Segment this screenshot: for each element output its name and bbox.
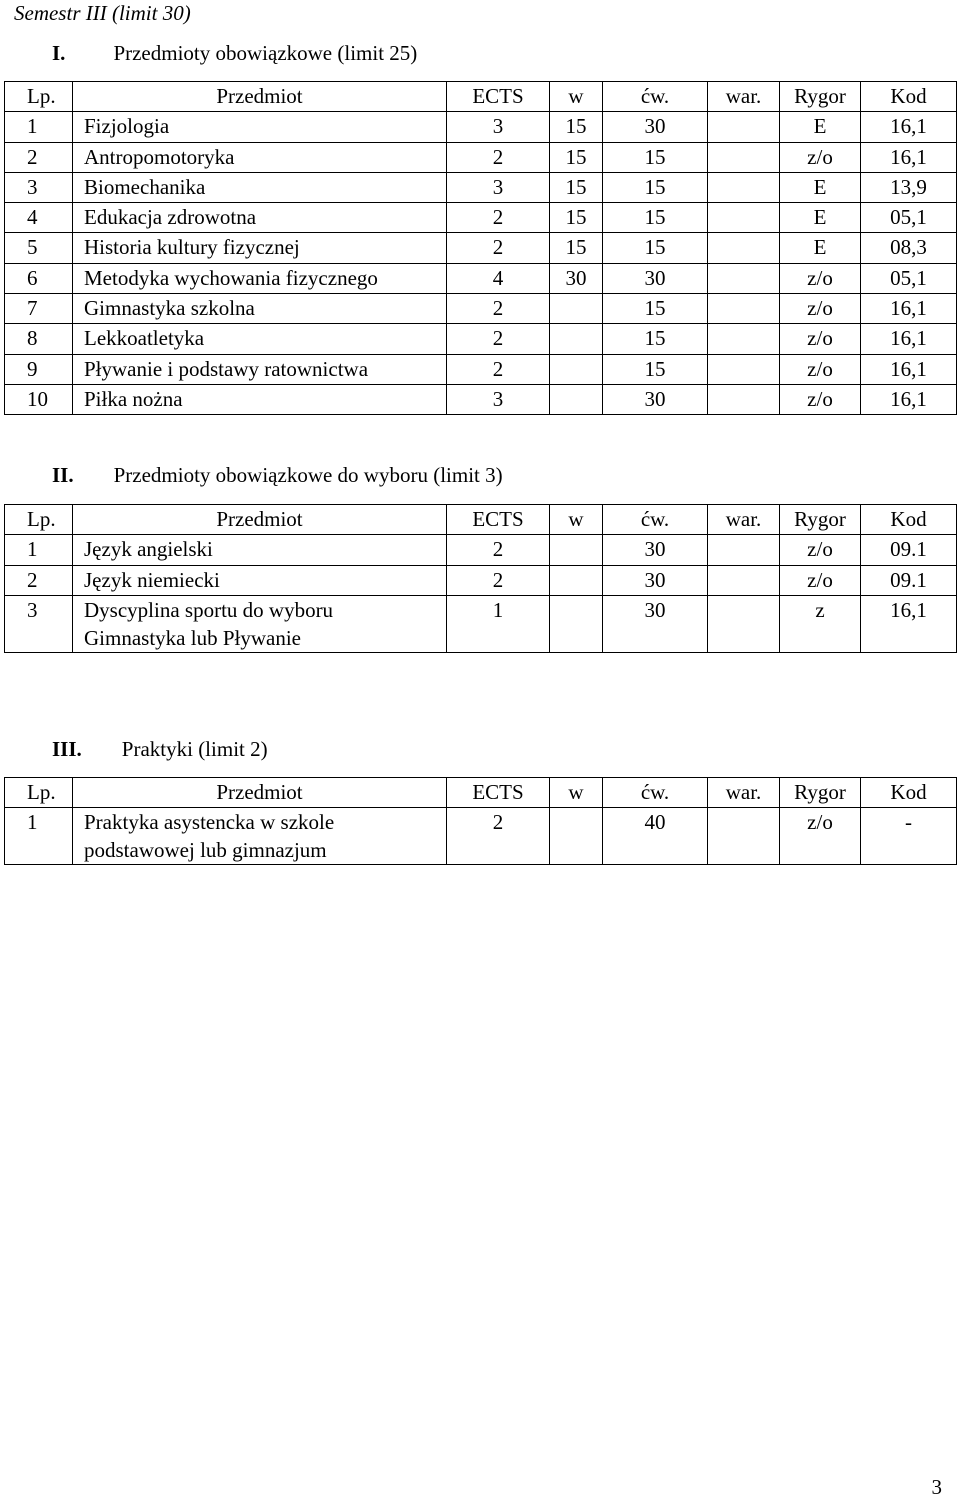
cell-kod: 16,1 [861,384,957,414]
cell-cw: 15 [603,324,708,354]
cell-lp: 10 [5,384,73,414]
cell-ects: 2 [447,294,550,324]
column-header-lp: Lp. [5,505,73,535]
cell-cw: 15 [603,142,708,172]
column-header-lp: Lp. [5,778,73,808]
cell-subject: Edukacja zdrowotna [73,203,447,233]
cell-cw: 15 [603,233,708,263]
cell-cw: 30 [603,565,708,595]
section-number: I. [52,41,66,65]
cell-ects: 4 [447,263,550,293]
cell-ects: 2 [447,142,550,172]
cell-w: 15 [550,172,603,202]
table-row [5,595,957,652]
cell-kod: - [861,808,957,865]
cell-war [708,142,780,172]
cell-war [708,808,780,865]
cell-subject: Gimnastyka szkolna [73,294,447,324]
table-row [5,203,957,233]
section-title: Przedmioty obowiązkowe do wyboru (limit 3) [113,463,503,487]
cell-lp: 3 [5,172,73,202]
cell-lp: 2 [5,565,73,595]
column-header-cw: ćw. [603,505,708,535]
cell-rygor: E [780,203,861,233]
table-row [5,565,957,595]
cell-rygor: z [780,595,861,652]
cell-rygor: z/o [780,263,861,293]
cell-war [708,203,780,233]
cell-war [708,595,780,652]
column-header-cw: ćw. [603,778,708,808]
column-header-subject: Przedmiot [73,505,447,535]
semester-title: Semestr III (limit 30) [14,1,191,25]
column-header-ects: ECTS [447,505,550,535]
cell-cw: 15 [603,172,708,202]
table-row [5,324,957,354]
cell-kod: 16,1 [861,324,957,354]
column-header-kod: Kod [861,82,957,112]
cell-rygor: z/o [780,535,861,565]
column-header-cw: ćw. [603,82,708,112]
column-header-rygor: Rygor [780,505,861,535]
cell-ects: 2 [447,203,550,233]
cell-w [550,535,603,565]
cell-w [550,324,603,354]
column-header-lp: Lp. [5,82,73,112]
cell-kod: 05,1 [861,263,957,293]
cell-ects: 2 [447,324,550,354]
cell-w: 15 [550,142,603,172]
section-heading-1 [52,40,417,66]
cell-rygor: E [780,112,861,142]
cell-subject: Antropomotoryka [73,142,447,172]
cell-ects: 2 [447,535,550,565]
cell-cw: 30 [603,263,708,293]
cell-w: 15 [550,112,603,142]
cell-lp: 1 [5,808,73,865]
cell-subject: Praktyka asystencka w szkole podstawowej lub gimnazjum [73,808,447,865]
column-header-ects: ECTS [447,778,550,808]
cell-rygor: z/o [780,142,861,172]
cell-cw: 40 [603,808,708,865]
column-header-w: w [550,505,603,535]
cell-rygor: E [780,233,861,263]
cell-kod: 08,3 [861,233,957,263]
cell-rygor: E [780,172,861,202]
cell-cw: 30 [603,384,708,414]
cell-kod: 16,1 [861,142,957,172]
cell-war [708,233,780,263]
column-header-rygor: Rygor [780,778,861,808]
section-heading-3 [52,736,268,762]
cell-kod: 05,1 [861,203,957,233]
cell-rygor: z/o [780,808,861,865]
table-row [5,808,957,865]
cell-lp: 4 [5,203,73,233]
cell-rygor: z/o [780,384,861,414]
cell-w: 15 [550,233,603,263]
table-row [5,354,957,384]
cell-subject: Pływanie i podstawy ratownictwa [73,354,447,384]
column-header-war: war. [708,82,780,112]
table-compulsory-subjects [4,81,957,415]
cell-w: 30 [550,263,603,293]
cell-kod: 09.1 [861,565,957,595]
section-number: III. [52,737,82,761]
cell-rygor: z/o [780,354,861,384]
table-row [5,112,957,142]
cell-subject: Język angielski [73,535,447,565]
cell-kod: 13,9 [861,172,957,202]
cell-lp: 8 [5,324,73,354]
cell-lp: 9 [5,354,73,384]
cell-war [708,172,780,202]
cell-subject: Historia kultury fizycznej [73,233,447,263]
section-number: II. [52,463,74,487]
table-row [5,535,957,565]
cell-subject: Fizjologia [73,112,447,142]
cell-ects: 3 [447,112,550,142]
cell-cw: 15 [603,203,708,233]
table-row [5,142,957,172]
cell-ects: 2 [447,808,550,865]
cell-war [708,565,780,595]
table-header-row [5,778,957,808]
table-internships [4,777,957,865]
cell-subject: Metodyka wychowania fizycznego [73,263,447,293]
cell-subject: Biomechanika [73,172,447,202]
cell-lp: 7 [5,294,73,324]
cell-lp: 1 [5,112,73,142]
cell-cw: 30 [603,595,708,652]
cell-war [708,535,780,565]
table-row [5,172,957,202]
cell-w [550,384,603,414]
table-row [5,233,957,263]
cell-cw: 30 [603,112,708,142]
table-header-row [5,82,957,112]
cell-subject: Język niemiecki [73,565,447,595]
column-header-w: w [550,82,603,112]
cell-lp: 3 [5,595,73,652]
cell-kod: 16,1 [861,112,957,142]
cell-lp: 2 [5,142,73,172]
section-title: Przedmioty obowiązkowe (limit 25) [113,41,418,65]
cell-ects: 2 [447,233,550,263]
cell-cw: 15 [603,294,708,324]
cell-cw: 30 [603,535,708,565]
table-header-row [5,505,957,535]
column-header-subject: Przedmiot [73,82,447,112]
cell-war [708,324,780,354]
cell-rygor: z/o [780,294,861,324]
table-row [5,384,957,414]
cell-kod: 16,1 [861,294,957,324]
cell-ects: 2 [447,354,550,384]
cell-subject: Piłka nożna [73,384,447,414]
column-header-war: war. [708,505,780,535]
cell-w [550,808,603,865]
cell-rygor: z/o [780,324,861,354]
cell-war [708,263,780,293]
cell-war [708,384,780,414]
cell-subject: Lekkoatletyka [73,324,447,354]
cell-kod: 16,1 [861,595,957,652]
cell-w [550,595,603,652]
cell-lp: 1 [5,535,73,565]
cell-subject: Dyscyplina sportu do wyboru Gimnastyka lub Pływanie [73,595,447,652]
column-header-w: w [550,778,603,808]
cell-war [708,112,780,142]
table-row [5,294,957,324]
cell-rygor: z/o [780,565,861,595]
cell-lp: 6 [5,263,73,293]
cell-w [550,354,603,384]
cell-ects: 2 [447,565,550,595]
cell-kod: 09.1 [861,535,957,565]
column-header-kod: Kod [861,505,957,535]
cell-ects: 1 [447,595,550,652]
section-title: Praktyki (limit 2) [121,737,268,761]
cell-ects: 3 [447,384,550,414]
column-header-ects: ECTS [447,82,550,112]
table-row [5,263,957,293]
column-header-rygor: Rygor [780,82,861,112]
column-header-war: war. [708,778,780,808]
cell-w: 15 [550,203,603,233]
cell-war [708,294,780,324]
cell-ects: 3 [447,172,550,202]
column-header-kod: Kod [861,778,957,808]
page-number: 3 [931,1475,942,1499]
column-header-subject: Przedmiot [73,778,447,808]
cell-kod: 16,1 [861,354,957,384]
section-heading-2 [52,462,503,488]
cell-cw: 15 [603,354,708,384]
cell-w [550,565,603,595]
cell-war [708,354,780,384]
table-elective-subjects [4,504,957,653]
cell-w [550,294,603,324]
cell-lp: 5 [5,233,73,263]
